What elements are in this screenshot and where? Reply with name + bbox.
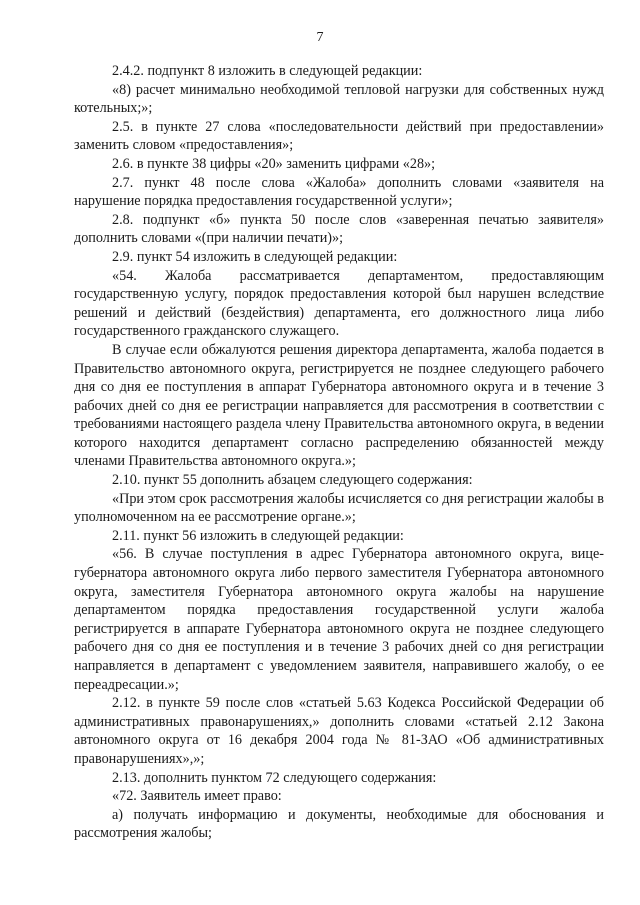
paragraph-2-11: 2.11. пункт 56 изложить в следующей редакции: — [112, 527, 404, 544]
paragraph-2-8: 2.8. подпункт «б» пункта 50 после слов «заверенная печатью заявителя» дополнить словами «(при наличии печати)»; — [74, 211, 604, 247]
document-body — [74, 62, 604, 843]
paragraph-2-13: 2.13. дополнить пунктом 72 следующего содержания: — [112, 769, 437, 786]
paragraph-item-8-text: «8) расчет минимально необходимой тепловой нагрузки для собственных нужд котельных;»; — [74, 81, 604, 117]
paragraph-2-5: 2.5. в пункте 27 слова «последовательности действий при предоставлении» заменить словом «предоставления»; — [74, 118, 604, 154]
paragraph-item-55-addition: «При этом срок рассмотрения жалобы исчисляется со дня регистрации жалобы в уполномоченном на ее рассмотрение органе.»; — [74, 490, 604, 526]
paragraph-2-4-2: 2.4.2. подпункт 8 изложить в следующей редакции: — [112, 63, 423, 79]
paragraph-2-6: 2.6. в пункте 38 цифры «20» заменить цифрами «28»; — [112, 155, 436, 172]
paragraph-item-56-text: «56. В случае поступления в адрес Губернатора автономного округа, вице-губернатора автономного округа либо первого заместителя Губернатора автономного округа, заместителя Губернатора автономного округа жалобы на нарушение департаментом порядка предоставления государственной услуги жалоба регистрируется в аппарате Губернатора автономного округа не позднее следующего рабочего дня со дня ее поступления и в течение 3 рабочих дней со дня регистрации направляется в департамент с уведомлением заявителя, направившего жалобу, о ее переадресации.»; — [74, 546, 604, 693]
paragraph-item-54-continuation: В случае если обжалуются решения директора департамента, жалоба подается в Правительство автономного округа, регистрируется не позднее следующего рабочего дня со дня ее поступления в аппарат Губернатора автономного округа и в течение 3 рабочих дней со дня ее регистрации направляется для рассмотрения в соответствии с требованиями настоящего раздела члену Правительства автономного округа, в ведении которого находится департамент согласно распределению обязанностей между членами Правительства автономного округа.»; — [74, 341, 604, 470]
paragraph-2-10: 2.10. пункт 55 дополнить абзацем следующего содержания: — [112, 472, 473, 489]
paragraph-2-9: 2.9. пункт 54 изложить в следующей редакции: — [112, 248, 398, 265]
page-number: 7 — [316, 30, 324, 45]
paragraph-item-72-text: «72. Заявитель имеет право: — [112, 788, 282, 805]
paragraph-2-12: 2.12. в пункте 59 после слов «статьей 5.63 Кодекса Российской Федерации об административных правонарушениях,» дополнить словами «статьей 2.12 Закона автономного округа от 16 декабря 2004 года № 81-ЗАО «Об административных правонарушениях»,»; — [74, 695, 604, 767]
paragraph-2-7: 2.7. пункт 48 после слова «Жалоба» дополнить словами «заявителя на нарушение порядка предоставления государственной услуги»; — [74, 174, 604, 210]
paragraph-item-54-text: «54. Жалоба рассматривается департаментом, предоставляющим государственную услугу, порядок предоставления которой был нарушен вследствие решений и действий (бездействия) департамента, его должностного лица либо государственного гражданского служащего. — [74, 267, 604, 340]
paragraph-item-72-a: а) получать информацию и документы, необходимые для обоснования и рассмотрения жалобы; — [74, 806, 604, 842]
